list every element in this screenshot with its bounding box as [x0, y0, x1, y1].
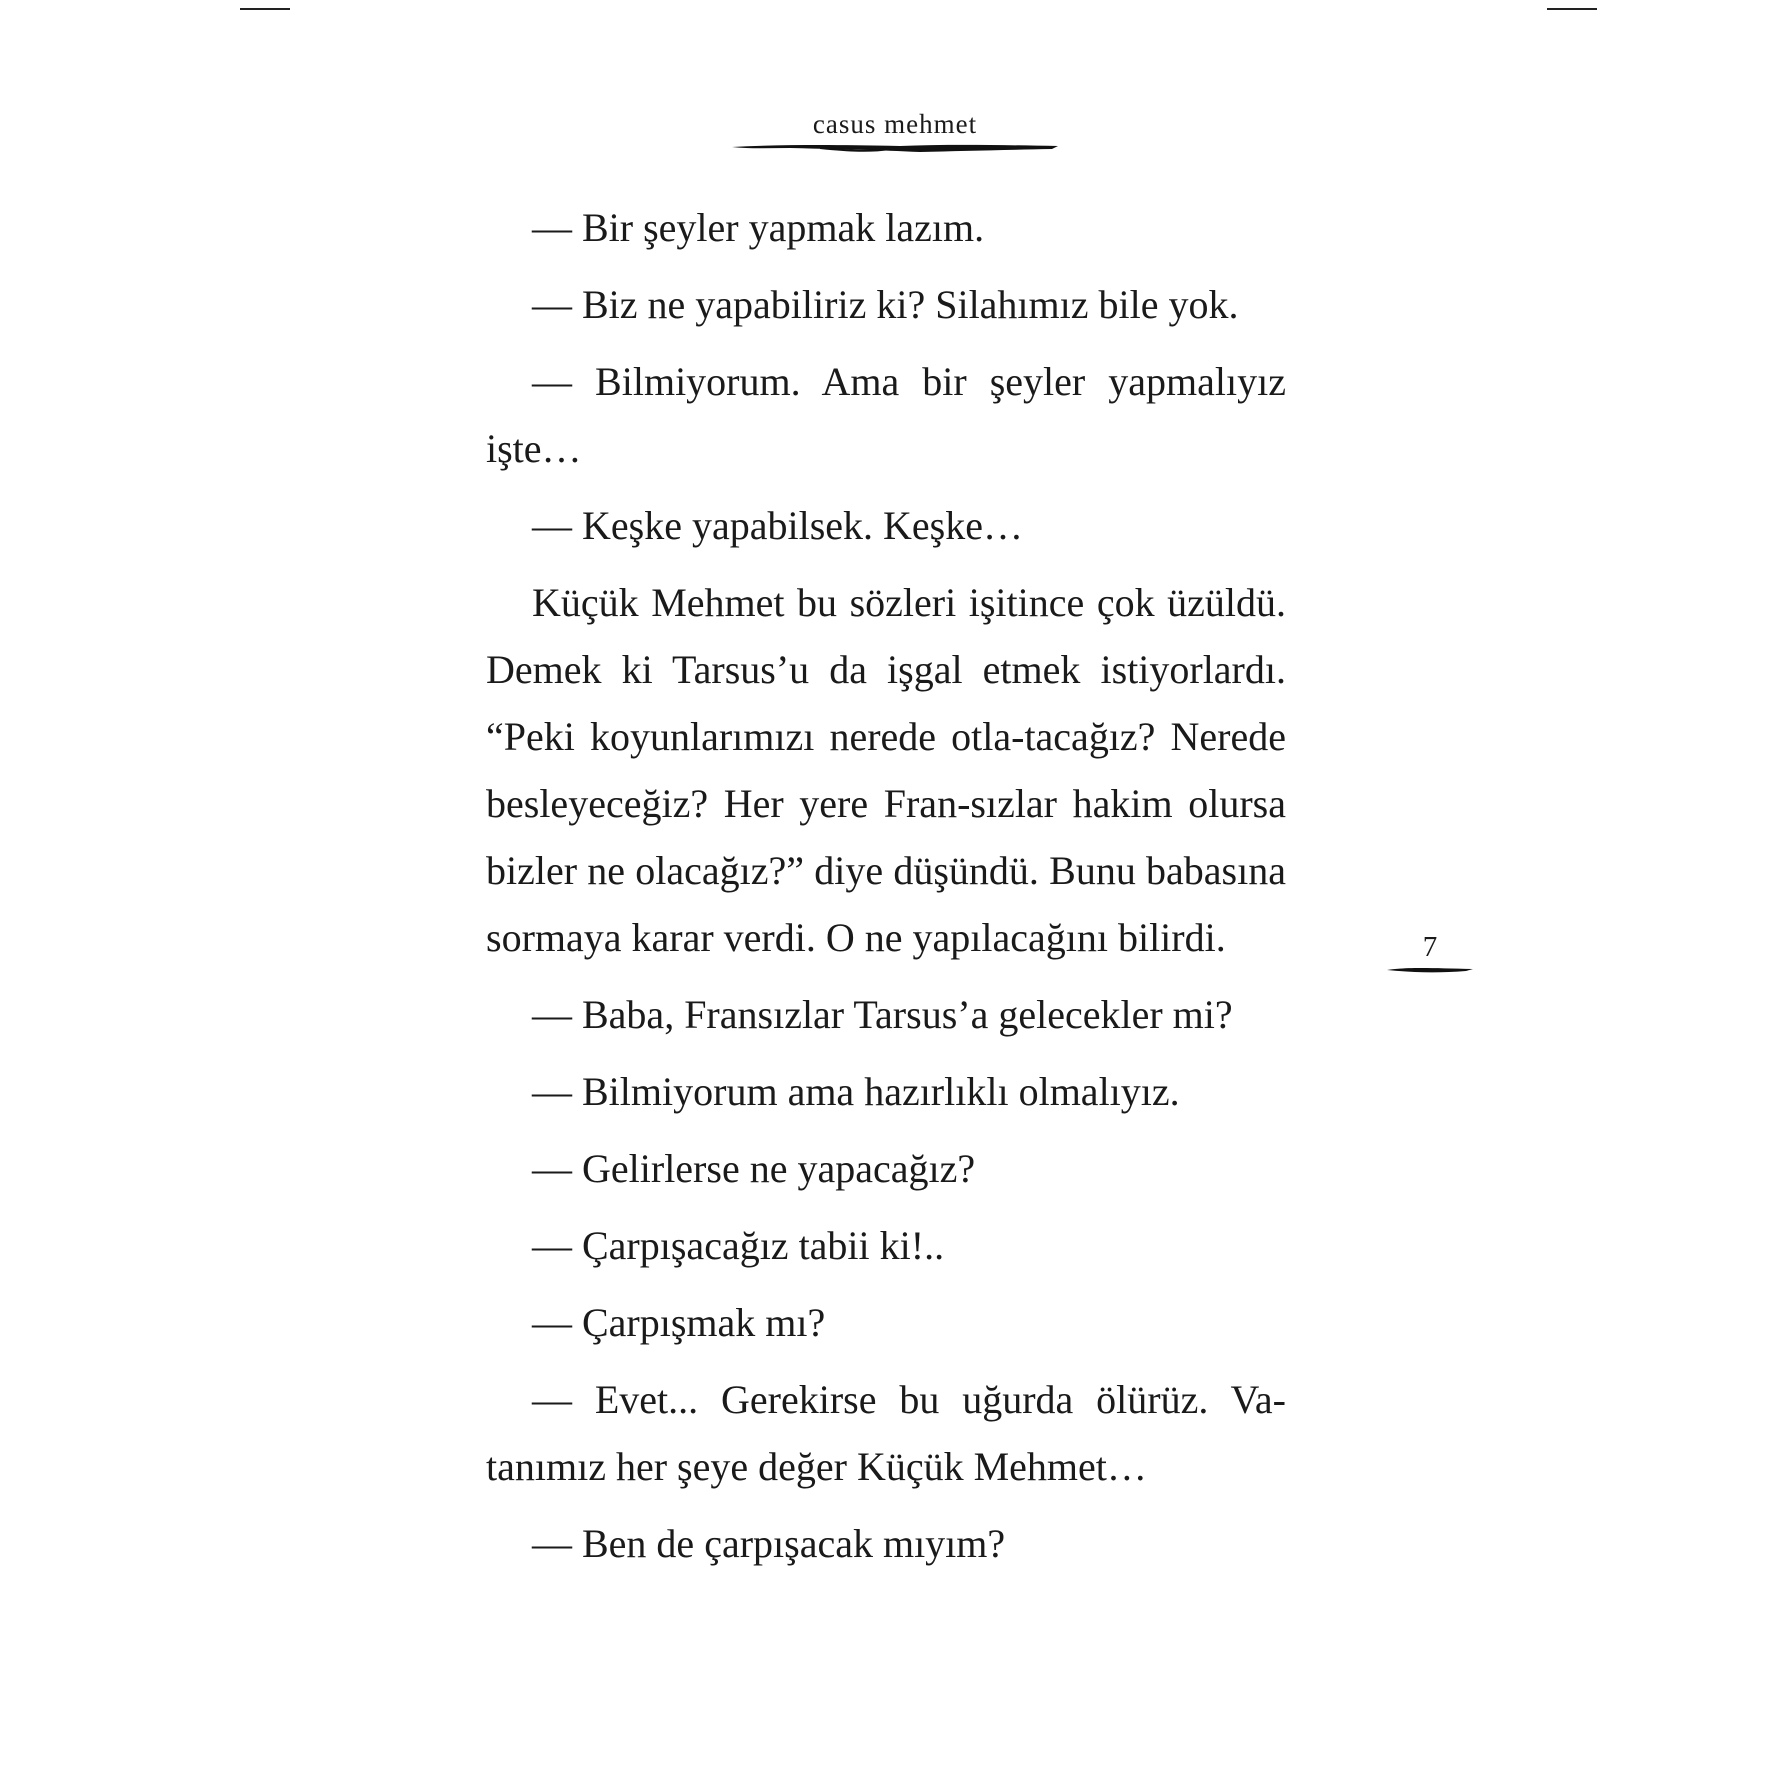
paragraph: — Baba, Fransızlar Tarsus’a gelecekler mi? [532, 992, 1233, 1037]
paragraph: Küçük Mehmet bu sözleri işitince çok üzüldü. Demek ki Tarsus’u da işgal etmek istiyorlardı. “Peki koyunlarımızı nerede otla-tacağız? Nerede besleyeceğiz? Her yere Fran-sızlar hakim olursa bizler ne olacağız?” diye düşündü. Bunu babasına sormaya karar verdi. O ne yapılacağını bilirdi. [486, 580, 1286, 960]
paragraph: — Çarpışmak mı? [532, 1300, 826, 1345]
paragraph: — Evet... Gerekirse bu uğurda ölürüz. Va-tanımız her şeye değer Küçük Mehmet… [486, 1377, 1286, 1489]
paragraph: — Bir şeyler yapmak lazım. [532, 205, 985, 250]
page-number-text: 7 [1422, 931, 1438, 963]
paragraph: — Çarpışacağız tabii ki!.. [532, 1223, 945, 1268]
paragraph: — Bilmiyorum ama hazırlıklı olmalıyız. [532, 1069, 1180, 1114]
paragraph: — Bilmiyorum. Ama bir şeyler yapmalıyız işte… [486, 359, 1286, 471]
running-head-title: casus mehmet [812, 109, 978, 139]
crop-mark-right [1547, 8, 1597, 10]
paragraph: — Ben de çarpışacak mıyım? [532, 1521, 1006, 1566]
paragraph: — Biz ne yapabiliriz ki? Silahımız bile yok. [532, 282, 1239, 327]
body-text [486, 194, 1286, 1587]
paragraph: — Keşke yapabilsek. Keşke… [532, 503, 1023, 548]
header-brush-rule [730, 140, 1060, 156]
page-number [1385, 930, 1475, 976]
crop-mark-left [240, 8, 290, 10]
paragraph: — Gelirlerse ne yapacağız? [532, 1146, 976, 1191]
page-number-brush-rule [1386, 964, 1474, 976]
running-head [720, 108, 1070, 156]
